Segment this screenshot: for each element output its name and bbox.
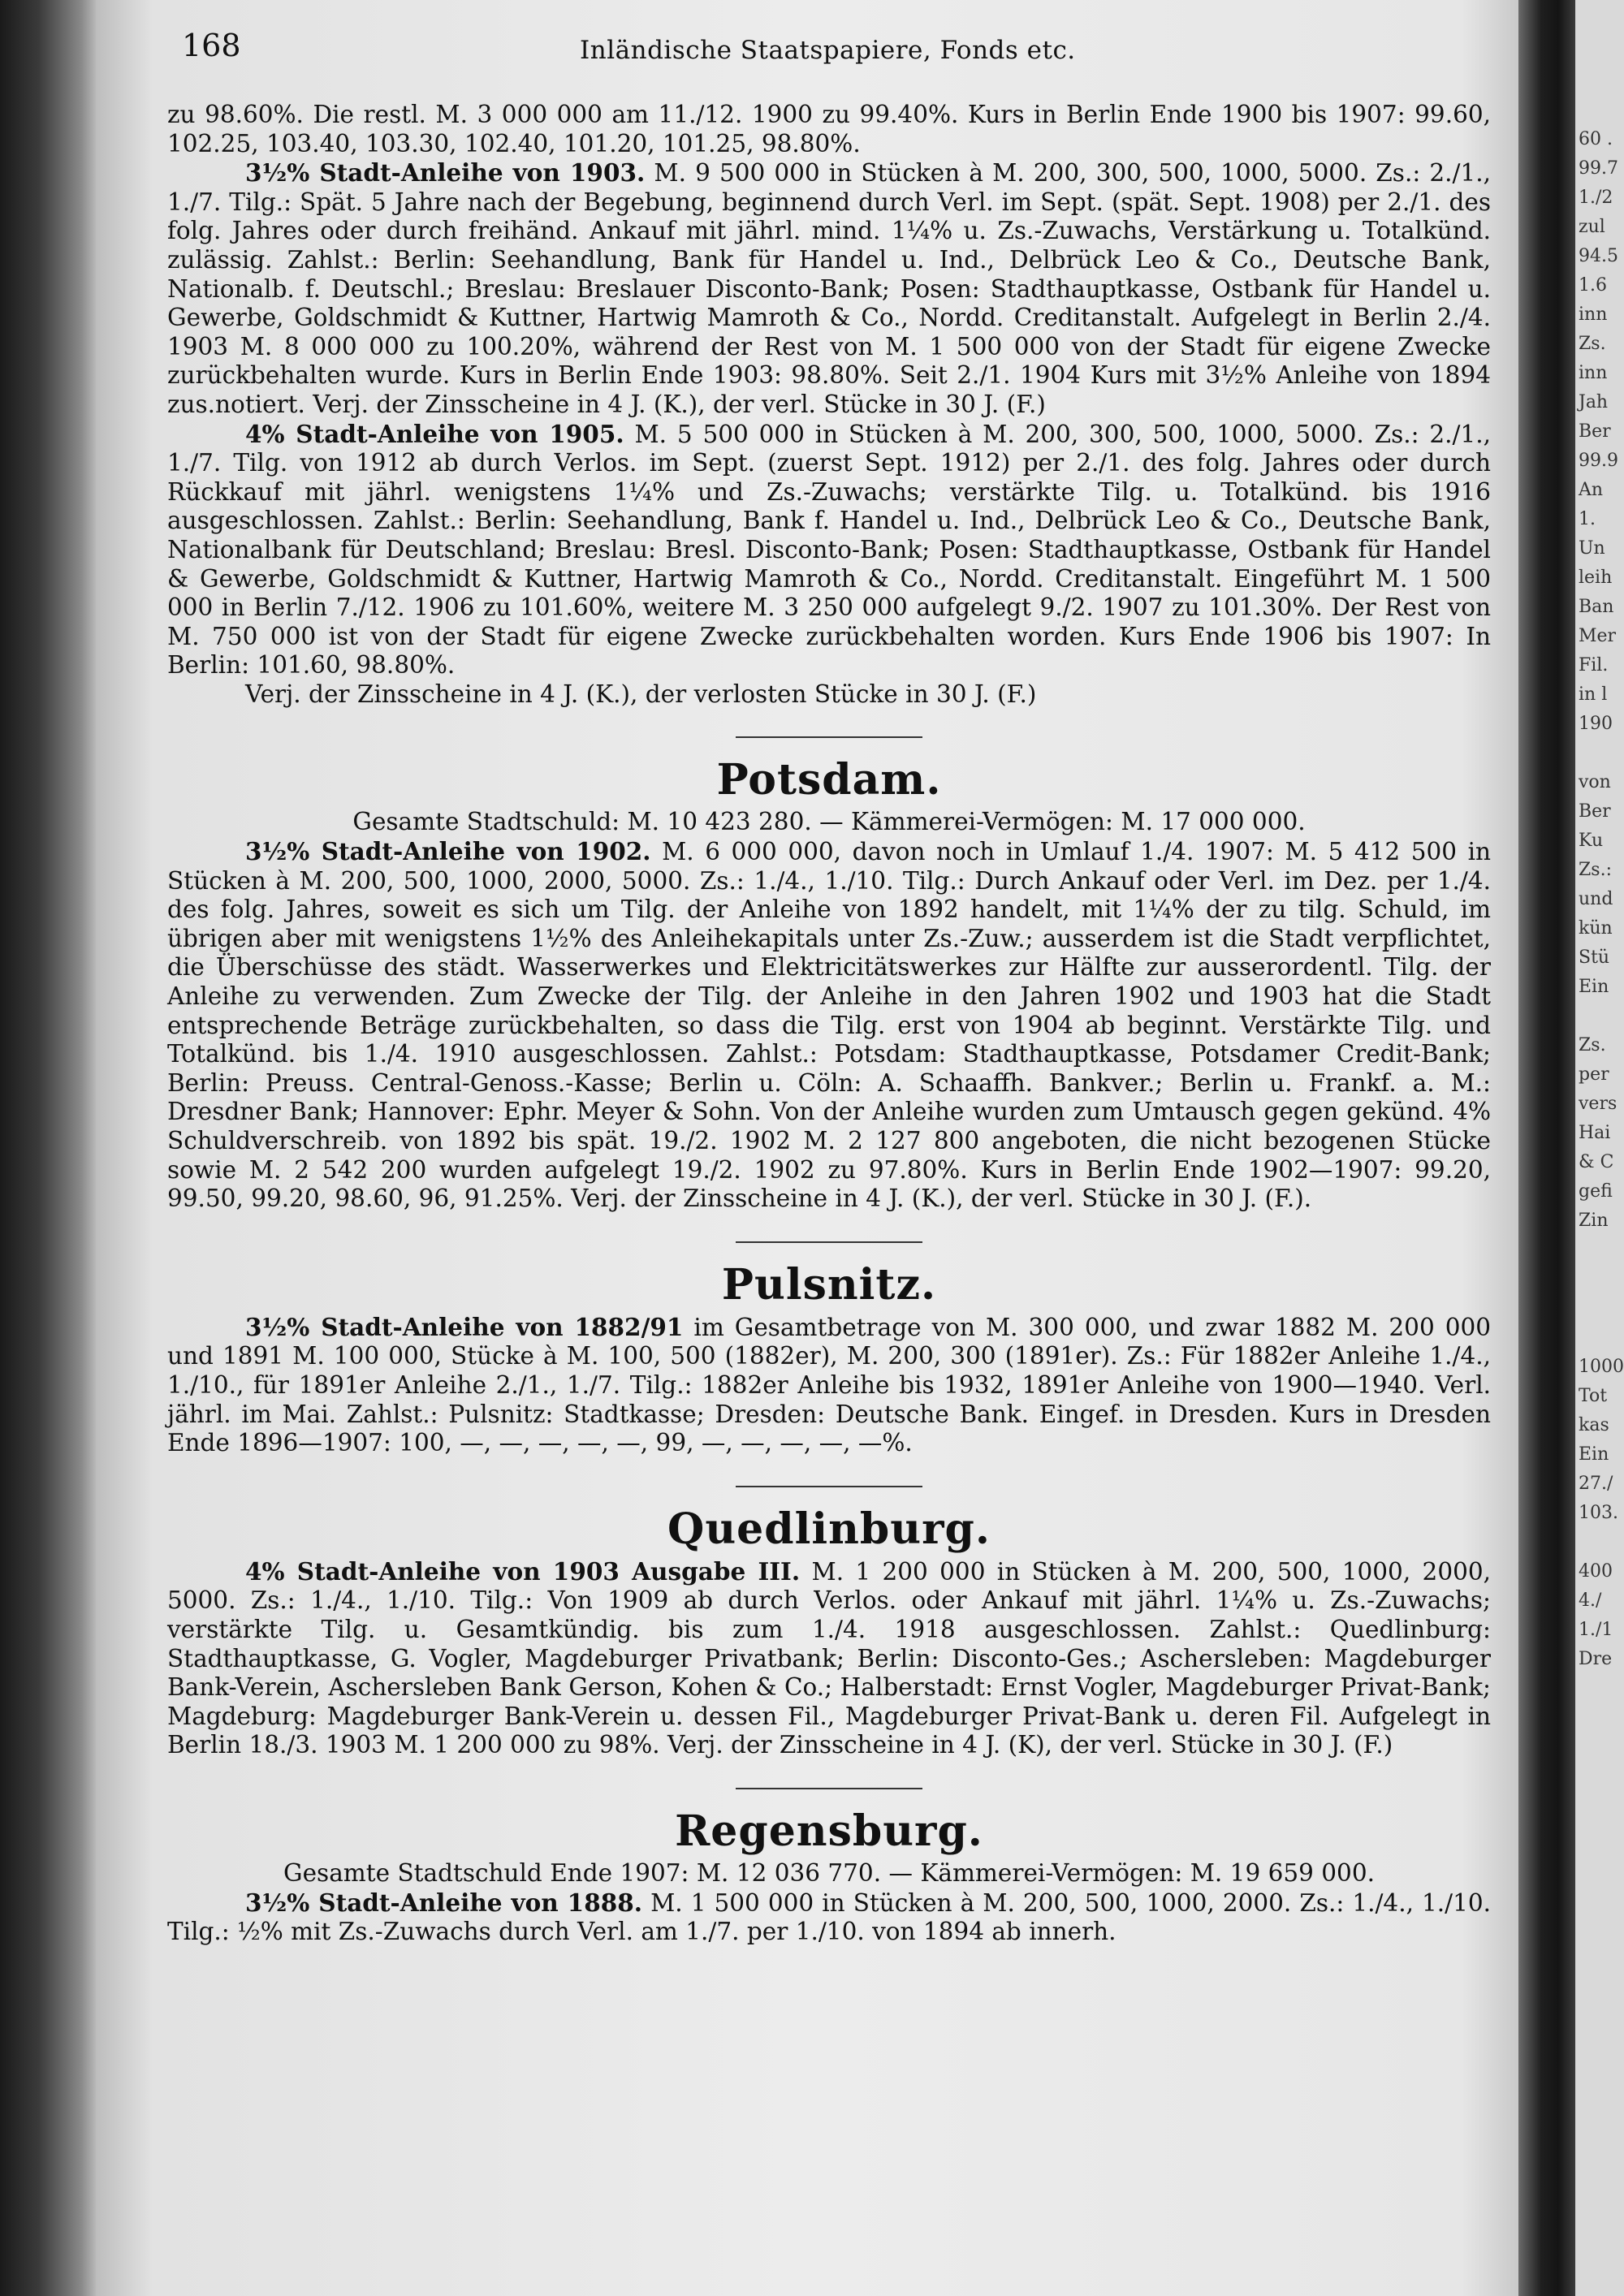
margin-fragment: vers: [1579, 1094, 1618, 1114]
margin-fragment: Zs.: [1579, 1035, 1606, 1055]
margin-fragment: in l: [1579, 684, 1608, 705]
paragraph: 4% Stadt-Anleihe von 1905. M. 5 500 000 in Stücken à M. 200, 300, 500, 1000, 5000. Zs.: 2./1., 1./7. Tilg. von 1912 ab durch Verlos. im Sept. (zuerst Sept. 1912) per 2./1. des folg. Jahres oder durch Rückkauf mit jährl. wenigstens 1¼% und Zs.-Zuwachs; verstärkte Tilg. u. Totalkünd. bis 1916 ausgeschlossen. Zahlst.: Berlin: Seehandlung, Bank f. Handel u. Ind., Delbrück Leo & Co., Deutsche Bank, Nationalbank für Deutschland; Breslau: Bresl. Disconto-Bank; Posen: Stadthauptkasse, Ostbank für Handel & Gewerbe, Goldschmidt & Kuttner, Hartwig Mamroth & Co., Nordd. Creditanstalt. Eingeführt M. 1 500 000 in Berlin 7./12. 1906 zu 101.60%, weitere M. 3 250 000 aufgelegt 9./2. 1907 zu 101.30%. Der Rest von M. 750 000 ist von der Stadt für eigene Zwecke zurückbehalten worden. Kurs Ende 1906 bis 1907: In Berlin: 101.60, 98.80%.: [167, 419, 1491, 680]
paragraph: 3½% Stadt-Anleihe von 1902. M. 6 000 000, davon noch in Umlauf 1./4. 1907: M. 5 412 500 in Stücken à M. 200, 500, 1000, 2000, 5000. Zs.: 1./4., 1./10. Tilg.: Durch Ankauf oder Verl. im Dez. per 1./4. des folg. Jahres, soweit es sich um Tilg. der Anleihe von 1892 handelt, mit 1¼% der zu tilg. Schuld, im übrigen aber mit wenigstens 1½% des Anleihekapitals unter Zs.-Zuw.; ausserdem ist die Stadt verpflichtet, die Überschüsse des städt. Wasserwerkes und Elektricitätswerkes zur Hälfte zur ausserordentl. Tilg. der Anleihe zu verwenden. Zum Zwecke der Tilg. der Anleihe in den Jahren 1902 und 1903 hat die Stadt entsprechende Beträge zurückbehalten, so dass die Tilg. erst von 1904 ab beginnt. Verstärkte Tilg. und Totalkünd. bis 1./4. 1910 ausgeschlossen. Zahlst.: Potsdam: Stadthauptkasse, Potsdamer Credit-Bank; Berlin: Preuss. Central-Genoss.-Kasse; Berlin u. Cöln: A. Schaaffh. Bankver.; Berlin u. Frankf. a. M.: Dresdner Bank; Hannover: Ephr. Meyer & Sohn. Von der Anleihe wurden zum Umtausch gegen gekünd. 4% Schuldverschreib. von 1892 bis spät. 19./2. 1902 M. 2 127 800 angeboten, die nicht bezogenen Stücke sowie M. 2 542 200 wurden aufgelegt 19./2. 1902 zu 97.80%. Kurs in Berlin Ende 1902—1907: 99.20, 99.50, 99.20, 98.60, 96, 91.25%. Verj. der Zinsscheine in 4 J. (K.), der verl. Stücke in 30 J. (F.).: [167, 837, 1491, 1213]
paragraph: Verj. der Zinsscheine in 4 J. (K.), der verlosten Stücke in 30 J. (F.): [245, 680, 1037, 708]
margin-fragment: inn: [1579, 304, 1608, 325]
margin-fragment: & C: [1579, 1152, 1614, 1172]
margin-fragment: leih: [1579, 568, 1613, 588]
margin-fragment: Zin: [1579, 1211, 1609, 1231]
margin-fragment: kas: [1579, 1415, 1609, 1435]
section-potsdam: [167, 756, 1491, 1213]
margin-fragment: Un: [1579, 538, 1605, 559]
margin-fragment: An: [1579, 480, 1604, 500]
city-heading: Pulsnitz.: [721, 1259, 937, 1310]
margin-fragment: Jah: [1579, 392, 1609, 412]
margin-fragment: von: [1579, 772, 1611, 792]
scan-shadow-left: [0, 0, 96, 2296]
margin-fragment: 60 .: [1579, 129, 1613, 149]
margin-fragment: Ein: [1579, 1444, 1609, 1465]
running-head: [96, 28, 1518, 68]
city-heading: Potsdam.: [716, 755, 942, 805]
loan-heading: 4% Stadt-Anleihe von 1903 Ausgabe III.: [245, 1556, 801, 1586]
running-title: Inländische Staatspapiere, Fonds etc.: [580, 36, 1076, 65]
paragraph: zu 98.60%. Die restl. M. 3 000 000 am 11./12. 1900 zu 99.40%. Kurs in Berlin Ende 1900 bis 1907: 99.60, 102.25, 103.40, 103.30, 102.40, 101.20, 101.25, 98.80%.: [167, 101, 1491, 158]
margin-fragment: 1.: [1579, 509, 1596, 529]
margin-fragment: 1.6: [1579, 275, 1607, 296]
book-gutter: [1518, 0, 1575, 2296]
loan-heading: 4% Stadt-Anleihe von 1905.: [245, 419, 624, 448]
adjacent-page-edge: [1575, 0, 1624, 2296]
margin-fragment: 99.9: [1579, 451, 1618, 471]
loan-heading: 3½% Stadt-Anleihe von 1902.: [245, 837, 651, 866]
margin-fragment: und: [1579, 889, 1613, 909]
margin-fragment: Stü: [1579, 947, 1610, 968]
margin-fragment: Zs.: [1579, 334, 1606, 354]
margin-fragment: 400: [1579, 1561, 1613, 1582]
margin-fragment: inn: [1579, 363, 1608, 383]
margin-fragment: Dre: [1579, 1649, 1613, 1669]
margin-fragment: Fil.: [1579, 655, 1609, 675]
debt-summary: Gesamte Stadtschuld: M. 10 423 280. — Kämmerei-Vermögen: M. 17 000 000.: [352, 808, 1306, 836]
margin-fragment: 103.: [1579, 1503, 1618, 1523]
margin-fragment: 1./2: [1579, 188, 1613, 208]
margin-fragment: per: [1579, 1064, 1609, 1085]
section-divider: [736, 1241, 922, 1243]
city-heading: Regensburg.: [675, 1806, 983, 1856]
margin-fragment: Ku: [1579, 831, 1604, 851]
page-content: [167, 101, 1491, 1947]
section-divider: [736, 1788, 922, 1789]
margin-fragment: Zs.:: [1579, 860, 1612, 880]
margin-fragment: zul: [1579, 217, 1605, 237]
margin-fragment: 4./: [1579, 1590, 1602, 1611]
section-continuation: [167, 101, 1491, 709]
section-regensburg: [167, 1807, 1491, 1947]
paragraph: 3½% Stadt-Anleihe von 1888. M. 1 500 000 in Stücken à M. 200, 500, 1000, 2000. Zs.: 1./4., 1./10. Tilg.: ½% mit Zs.-Zuwachs durch Verl. am 1./7. per 1./10. von 1894 ab innerh.: [167, 1888, 1491, 1946]
paragraph: 3½% Stadt-Anleihe von 1882/91 im Gesamtbetrage von M. 300 000, und zwar 1882 M. 200 000 und 1891 M. 100 000, Stücke à M. 100, 500 (1882er), M. 200, 300 (1891er). Zs.: Für 1882er Anleihe 1./4., 1./10., für 1891er Anleihe 2./1., 1./7. Tilg.: 1882er Anleihe bis 1932, 1891er Anleihe von 1900—1940. Verl. jährl. im Mai. Zahlst.: Pulsnitz: Stadtkasse; Dresden: Deutsche Bank. Eingef. in Dresden. Kurs in Dresden Ende 1896—1907: 100, —, —, —, —, —, 99, —, —, —, —, —%.: [167, 1312, 1492, 1457]
city-heading: Quedlinburg.: [667, 1504, 991, 1554]
margin-fragment: 27./: [1579, 1474, 1613, 1494]
loan-heading: 3½% Stadt-Anleihe von 1903.: [245, 158, 646, 188]
margin-fragment: 1./1: [1579, 1620, 1613, 1640]
debt-summary: Gesamte Stadtschuld Ende 1907: M. 12 036 770. — Kämmerei-Vermögen: M. 19 659 000.: [283, 1858, 1375, 1887]
loan-heading: 3½% Stadt-Anleihe von 1888.: [245, 1888, 643, 1917]
margin-fragment: 94.5: [1579, 246, 1618, 266]
margin-fragment: Mer: [1579, 626, 1617, 646]
margin-fragment: Ban: [1579, 597, 1614, 617]
margin-fragment: Ber: [1579, 801, 1611, 822]
paragraph: 3½% Stadt-Anleihe von 1903. M. 9 500 000 in Stücken à M. 200, 300, 500, 1000, 5000. Zs.: 2./1., 1./7. Tilg.: Spät. 5 Jahre nach der Begebung, beginnend durch Verl. im Sept. (spät. Sept. 1908) per 2./1. des folg. Jahres oder durch freihänd. Ankauf mit jährl. mind. 1¼% u. Zs.-Zuwachs, Verstärkung u. Totalkünd. zulässig. Zahlst.: Berlin: Seehandlung, Bank für Handel u. Ind., Delbrück Leo & Co., Deutsche Bank, Nationalb. f. Deutschl.; Breslau: Breslauer Disconto-Bank; Posen: Stadthauptkasse, Ostbank für Handel u. Gewerbe, Goldschmidt & Kuttner, Hartwig Mamroth & Co., Nordd. Creditanstalt. Aufgelegt in Berlin 2./4. 1903 M. 8 000 000 zu 100.20%, während der Rest von M. 1 500 000 von der Stadt für eigene Zwecke zurückbehalten wurde. Kurs in Berlin Ende 1903: 98.80%. Seit 2./1. 1904 Kurs mit 3½% Anleihe von 1894 zus.notiert. Verj. der Zinsscheine in 4 J. (K.), der verl. Stücke in 30 J. (F.): [167, 158, 1491, 418]
margin-fragment: kün: [1579, 918, 1613, 939]
loan-heading: 3½% Stadt-Anleihe von 1882/91: [245, 1312, 684, 1341]
margin-fragment: Ber: [1579, 421, 1611, 442]
section-pulsnitz: [167, 1261, 1491, 1458]
section-quedlinburg: [167, 1505, 1491, 1760]
page-number: 168: [182, 28, 241, 63]
section-divider: [736, 1486, 922, 1487]
book-page: [96, 0, 1518, 2296]
margin-fragment: gefi: [1579, 1181, 1613, 1202]
paragraph: 4% Stadt-Anleihe von 1903 Ausgabe III. M. 1 200 000 in Stücken à M. 200, 500, 1000, 2000, 5000. Zs.: 1./4., 1./10. Tilg.: Von 1909 ab durch Verlos. oder Ankauf mit jährl. 1¼% u. Zs.-Zuwachs; verstärkte Tilg. u. Gesamtkündig. bis zum 1./4. 1918 ausgeschlossen. Zahlst.: Quedlinburg: Stadthauptkasse, G. Vogler, Magdeburger Privatbank; Berlin: Disconto-Ges.; Aschersleben: Magdeburger Bank-Verein, Aschersleben Bank Gerson, Kohen & Co.; Halberstadt: Ernst Vogler, Magdeburger Privat-Bank; Magdeburg: Magdeburger Bank-Verein u. dessen Fil., Magdeburger Privat-Bank u. deren Fil. Aufgelegt in Berlin 18./3. 1903 M. 1 200 000 zu 98%. Verj. der Zinsscheine in 4 J. (K), der verl. Stücke in 30 J. (F.): [167, 1556, 1491, 1759]
margin-fragment: 1000: [1579, 1357, 1624, 1377]
margin-fragment: 99.7: [1579, 158, 1618, 179]
margin-fragment: Ein: [1579, 977, 1609, 997]
margin-fragment: Hai: [1579, 1123, 1611, 1143]
section-divider: [736, 736, 922, 738]
margin-fragment: Tot: [1579, 1386, 1608, 1406]
margin-fragment: 190: [1579, 714, 1613, 734]
